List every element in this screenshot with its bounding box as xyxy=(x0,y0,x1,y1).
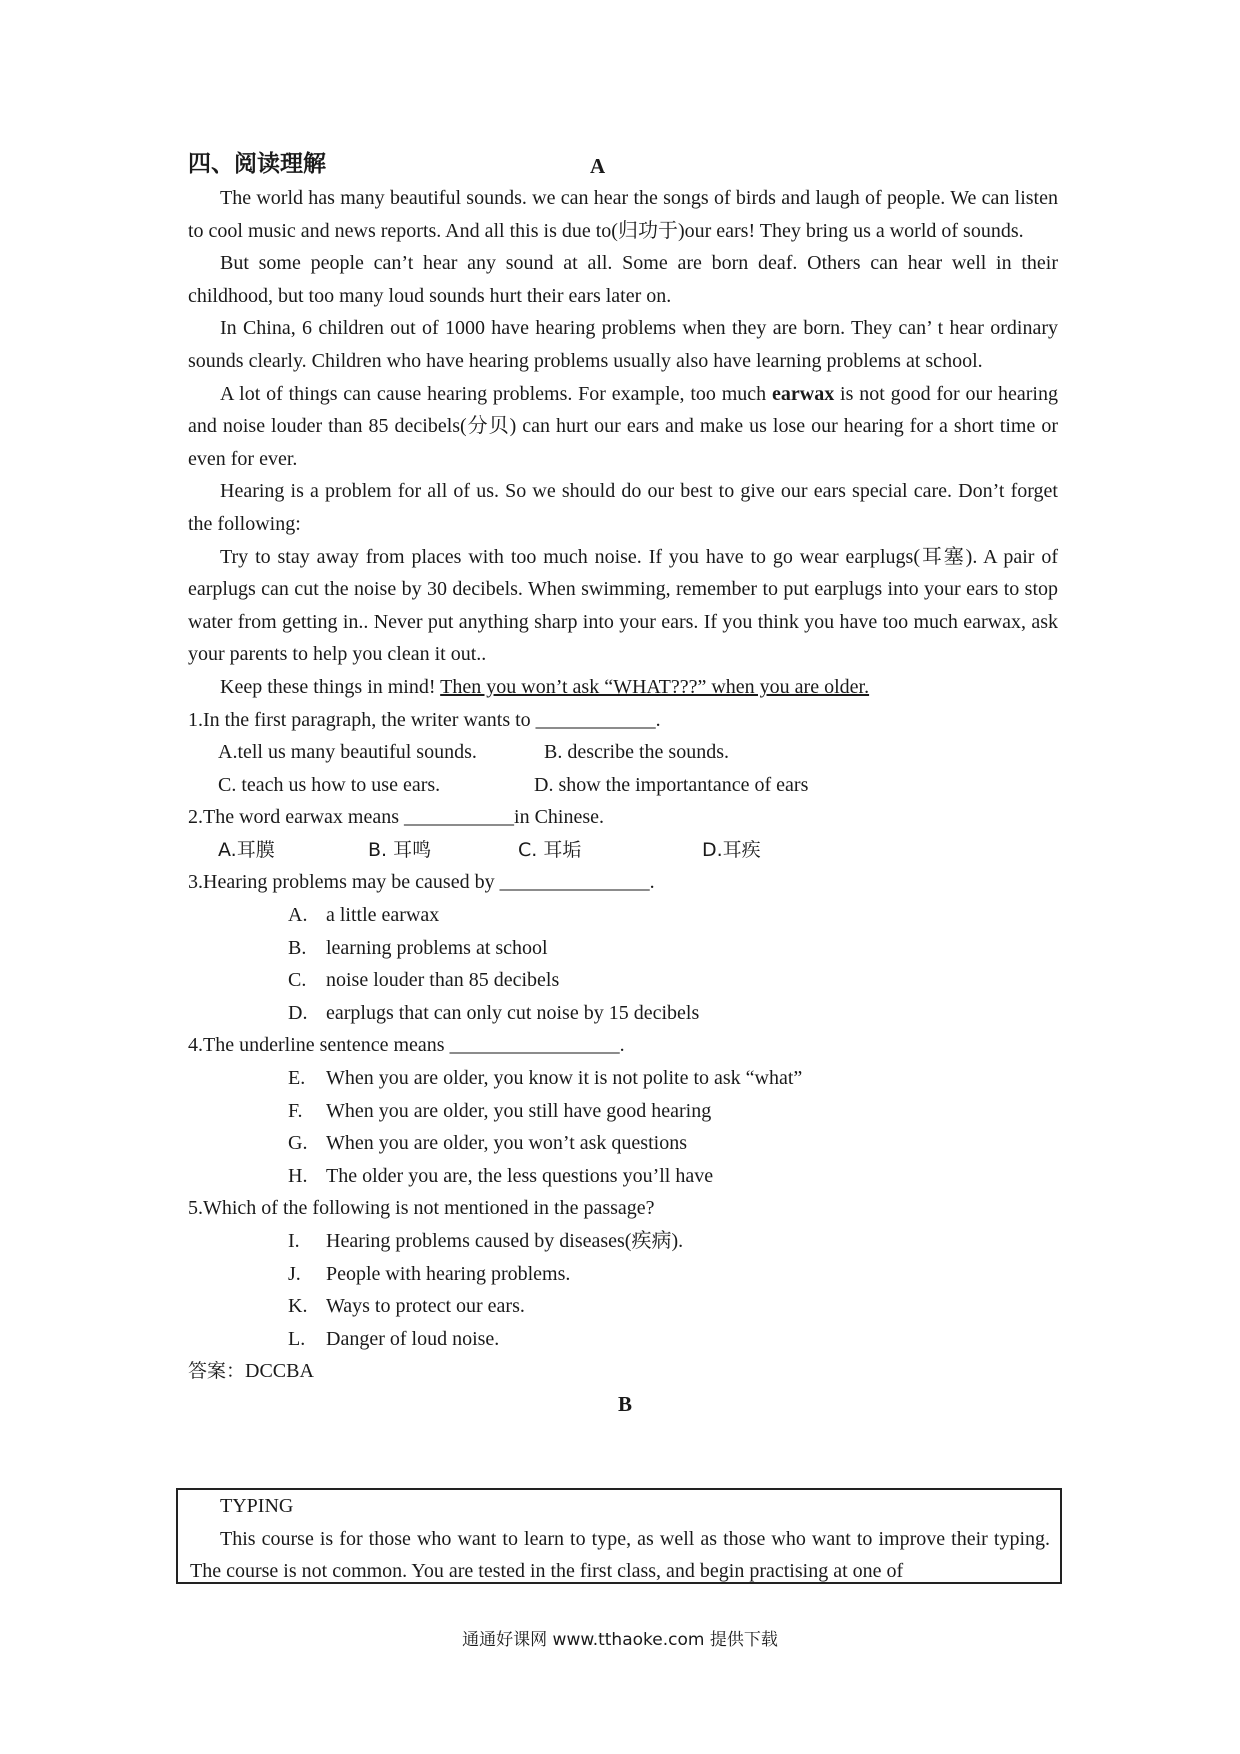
option-row xyxy=(188,899,1058,932)
answer-label: 答案： xyxy=(188,1360,246,1383)
option-letter: H. xyxy=(288,1164,308,1187)
paragraph-4-end: is not good for our hearing and noise louder than 85 decibels(分贝) can hurt our ears and make us lose our hearing for a short time or even for ever. xyxy=(188,382,1058,470)
option-text: a little earwax xyxy=(326,904,440,927)
option-row xyxy=(188,1290,1058,1323)
option-letter: E. xyxy=(288,1067,306,1090)
option-letter: F. xyxy=(288,1099,303,1122)
section-heading xyxy=(188,148,1058,182)
question-1-options-row-1 xyxy=(188,736,1058,769)
footer-watermark: 通通好课网 www.tthaoke.com 提供下载 xyxy=(462,1630,778,1650)
question-2: 2.The word earwax means ___________in Chinese. xyxy=(188,806,605,829)
option-letter: A. xyxy=(288,904,308,927)
option-c: C. 耳垢 xyxy=(518,838,582,861)
option-letter: L. xyxy=(288,1327,306,1350)
option-text: When you are older, you know it is not polite to ask “what” xyxy=(326,1067,803,1090)
paragraph-4 xyxy=(188,378,1058,476)
option-text: People with hearing problems. xyxy=(326,1262,571,1285)
option-text: learning problems at school xyxy=(326,936,548,959)
option-letter: B. xyxy=(288,936,307,959)
answer-key xyxy=(188,1355,1058,1388)
paragraph-7 xyxy=(188,671,1058,704)
option-letter: I. xyxy=(288,1230,300,1252)
option-a: A.耳膜 xyxy=(218,838,275,861)
paragraph-7-start: Keep these things in mind! xyxy=(220,675,441,698)
option-text: Ways to protect our ears. xyxy=(326,1295,525,1318)
option-b: B. 耳鸣 xyxy=(368,838,432,861)
paragraph-4-start: A lot of things can cause hearing problems. For example, too much xyxy=(220,382,772,405)
option-row xyxy=(188,964,1058,997)
option-row xyxy=(188,997,1058,1030)
passage-b-text: This course is for those who want to learn to type, as well as those who want to improve their typing. The course is not common. You are tested in the first class, and begin practising at one of xyxy=(190,1527,1050,1583)
option-text: When you are older, you won’t ask questions xyxy=(326,1132,687,1155)
option-d: D.耳疾 xyxy=(702,838,761,861)
section-title: 四、阅读理解 xyxy=(188,151,326,177)
option-row xyxy=(188,1258,1058,1291)
option-text: earplugs that can only cut noise by 15 decibels xyxy=(326,1001,700,1024)
option-letter: K. xyxy=(288,1295,308,1318)
option-row xyxy=(188,1062,1058,1095)
passage-b-title: TYPING xyxy=(220,1495,294,1517)
question-5: 5.Which of the following is not mentioned in the passage? xyxy=(188,1197,655,1220)
earwax-keyword: earwax xyxy=(772,382,835,405)
passage-b-box xyxy=(176,1488,1062,1584)
passage-a-label: A xyxy=(590,154,606,178)
option-letter: D. xyxy=(288,1001,308,1024)
question-2-options xyxy=(188,834,1058,867)
option-letter: C. xyxy=(288,969,307,992)
paragraph-2: But some people can’t hear any sound at all. Some are born deaf. Others can hear well in their childhood, but too many loud sounds hurt their ears later on. xyxy=(188,252,1058,307)
option-b: B. describe the sounds. xyxy=(544,741,729,764)
option-c: C. teach us how to use ears. xyxy=(218,773,441,796)
option-row xyxy=(188,1323,1058,1356)
option-row xyxy=(188,1225,1058,1258)
option-letter: J. xyxy=(288,1262,301,1285)
paragraph-5: Hearing is a problem for all of us. So we should do our best to give our ears special care. Don’t forget the following: xyxy=(188,480,1058,535)
question-1-options-row-2 xyxy=(188,769,1058,802)
option-d: D. show the importantance of ears xyxy=(534,773,809,796)
underlined-sentence: Then you won’t ask “WHAT???” when you are older. xyxy=(440,675,870,698)
option-row xyxy=(188,932,1058,965)
option-a: A.tell us many beautiful sounds. xyxy=(218,741,477,764)
option-row xyxy=(188,1127,1058,1160)
option-letter: G. xyxy=(288,1132,308,1155)
option-text: The older you are, the less questions you’ll have xyxy=(326,1164,714,1187)
content xyxy=(188,148,1058,1421)
option-row xyxy=(188,1160,1058,1193)
paragraph-6: Try to stay away from places with too much noise. If you have to go wear earplugs(耳塞). A pair of earplugs can cut the noise by 30 decibels. When swimming, remember to put earplugs into your ears to stop water from getting in.. Never put anything sharp into your ears. If you think you have too much earwax, ask your parents to help you clean it out.. xyxy=(188,545,1058,666)
option-row xyxy=(188,1095,1058,1128)
answer-value: DCCBA xyxy=(245,1360,314,1383)
paragraph-3: In China, 6 children out of 1000 have hearing problems when they are born. They can’ t hear ordinary sounds clearly. Children who have hearing problems usually also have learning problems at school. xyxy=(188,317,1058,372)
passage-b-label: B xyxy=(617,1391,632,1416)
question-1: 1.In the first paragraph, the writer wants to ____________. xyxy=(188,708,661,731)
option-text: When you are older, you still have good hearing xyxy=(326,1099,712,1122)
paragraph-1: The world has many beautiful sounds. we can hear the songs of birds and laugh of people. We can listen to cool music and news reports. And all this is due to(归功于)our ears! They bring us a world of sounds. xyxy=(188,187,1058,242)
question-4: 4.The underline sentence means _________________. xyxy=(188,1034,625,1057)
question-3: 3.Hearing problems may be caused by _______________. xyxy=(188,871,655,894)
option-text: Hearing problems caused by diseases(疾病). xyxy=(326,1230,684,1252)
option-text: noise louder than 85 decibels xyxy=(326,969,560,992)
option-text: Danger of loud noise. xyxy=(326,1327,500,1350)
